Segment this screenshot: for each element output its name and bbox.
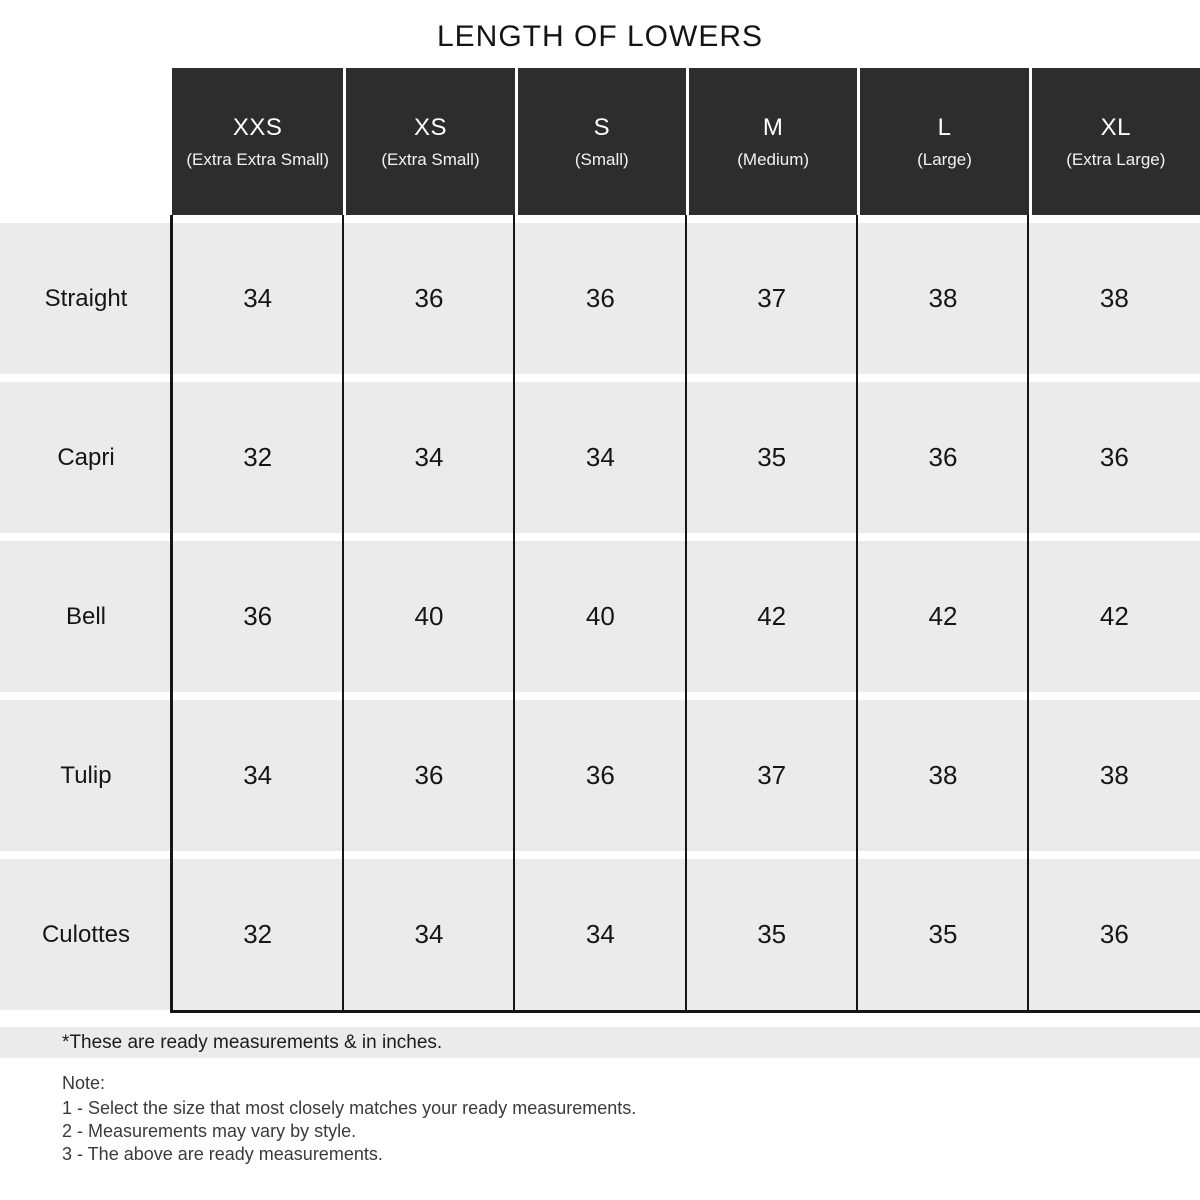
size-value-cell: 38 — [1099, 760, 1129, 790]
size-value-cell: 34 — [585, 442, 615, 472]
column-header-xs — [343, 68, 514, 215]
column-divider-line — [685, 215, 687, 1013]
size-full-name: (Small) — [574, 149, 629, 169]
size-code: XS — [413, 113, 447, 141]
size-code: L — [937, 113, 952, 141]
table-bottom-border — [170, 1010, 1200, 1013]
notes-heading: Note: — [62, 1073, 106, 1093]
size-value-cell: 42 — [928, 601, 958, 631]
column-header-l — [857, 68, 1028, 215]
size-value-cell: 36 — [414, 760, 444, 790]
table-row-bell — [0, 541, 1200, 692]
column-divider-line — [170, 215, 173, 1013]
column-header-m — [686, 68, 857, 215]
size-full-name: (Large) — [917, 149, 972, 169]
size-code: M — [762, 113, 784, 141]
column-header-xxs — [172, 68, 343, 215]
size-value-cell: 35 — [757, 919, 787, 949]
column-divider-line — [856, 215, 858, 1013]
size-value-cell: 42 — [757, 601, 787, 631]
size-value-cell: 37 — [757, 283, 787, 313]
size-full-name: (Extra Extra Small) — [186, 149, 329, 169]
page-title: LENGTH OF LOWERS — [436, 20, 764, 53]
size-value-cell: 40 — [414, 601, 444, 631]
size-value-cell: 36 — [1099, 442, 1129, 472]
size-value-cell: 34 — [243, 760, 273, 790]
row-label: Culottes — [41, 920, 131, 948]
note-item: 2 - Measurements may vary by style. — [62, 1121, 357, 1141]
size-code: S — [593, 113, 611, 141]
column-divider-line — [342, 215, 344, 1013]
size-value-cell: 40 — [585, 601, 615, 631]
column-header-xl — [1029, 68, 1200, 215]
column-header-s — [515, 68, 686, 215]
table-row-culottes — [0, 859, 1200, 1010]
size-value-cell: 34 — [414, 919, 444, 949]
size-full-name: (Extra Large) — [1066, 149, 1166, 169]
table-row-capri — [0, 382, 1200, 533]
footnote-band — [0, 1027, 1200, 1058]
size-value-cell: 36 — [585, 760, 615, 790]
size-value-cell: 34 — [414, 442, 444, 472]
row-label: Capri — [57, 443, 115, 471]
size-full-name: (Extra Small) — [381, 149, 480, 169]
column-divider-line — [513, 215, 515, 1013]
table-body — [0, 223, 1200, 1018]
notes-section — [62, 1071, 636, 1166]
size-value-cell: 38 — [928, 760, 958, 790]
size-value-cell: 32 — [243, 919, 273, 949]
row-label: Tulip — [60, 761, 112, 789]
footnote-text: *These are ready measurements & in inches. — [62, 1031, 443, 1053]
size-value-cell: 36 — [928, 442, 958, 472]
note-item: 3 - The above are ready measurements. — [62, 1144, 383, 1164]
size-code: XXS — [232, 113, 283, 141]
table-header-row — [0, 68, 1200, 215]
size-value-cell: 36 — [414, 283, 444, 313]
note-item: 1 - Select the size that most closely matches your ready measurements. — [62, 1098, 637, 1118]
size-value-cell: 34 — [243, 283, 273, 313]
size-value-cell: 36 — [243, 601, 273, 631]
size-value-cell: 34 — [585, 919, 615, 949]
header-corner-spacer — [0, 68, 172, 215]
size-value-cell: 38 — [928, 283, 958, 313]
size-value-cell: 36 — [585, 283, 615, 313]
size-value-cell: 42 — [1099, 601, 1129, 631]
size-value-cell: 35 — [757, 442, 787, 472]
row-label: Bell — [65, 602, 107, 630]
column-divider-line — [1027, 215, 1029, 1013]
size-value-cell: 36 — [1099, 919, 1129, 949]
size-value-cell: 32 — [243, 442, 273, 472]
table-row-tulip — [0, 700, 1200, 851]
size-value-cell: 38 — [1099, 283, 1129, 313]
row-label: Straight — [44, 284, 128, 312]
table-row-straight — [0, 223, 1200, 374]
size-code: XL — [1100, 113, 1131, 141]
size-value-cell: 35 — [928, 919, 958, 949]
size-value-cell: 37 — [757, 760, 787, 790]
size-full-name: (Medium) — [737, 149, 810, 169]
